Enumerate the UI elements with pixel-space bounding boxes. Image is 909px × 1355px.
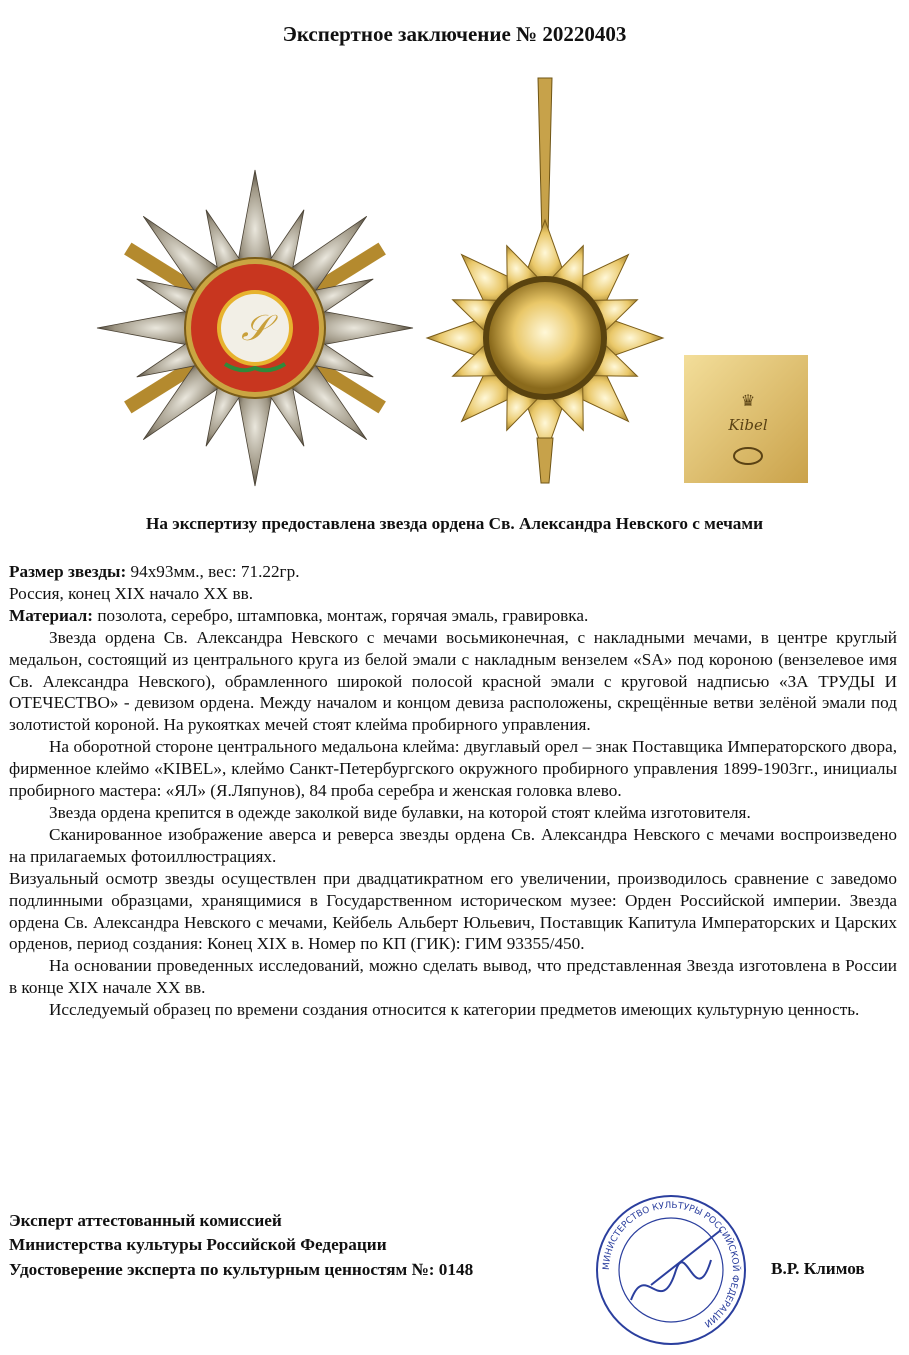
origin-line: Россия, конец XIX начало XX вв. xyxy=(9,583,254,603)
paragraph-description: Звезда ордена Св. Александра Невского с мечами восьмиконечная, с накладными мечами, в центре круглый медальон, состоящий из центрального круга из белой эмали с накладным вензелем «SA» под короною (вензелевое имя Св. Александра Невского), обрамленного широкой полосой красной эмали с круговой надписью «ЗА ТРУДЫ И ОТЕЧЕСТВО» - девизом ордена. Между началом и концом девиза расположены, скрещённые ветви зелёной эмали под золотистой короной. На рукоятках мечей стоят клейма пробирного управления. xyxy=(9,627,897,735)
credential-line-3: Удостоверение эксперта по культурным ценностям №: 0148 xyxy=(9,1259,474,1279)
document-title: Экспертное заключение № 20220403 xyxy=(282,22,627,46)
kibel-mark: Kibel xyxy=(728,416,768,434)
paragraph-inspection: Визуальный осмотр звезды осуществлен при двадцатикратном его увеличении, производилось сравнение с заведомо подлинными образцами, хранящимися в Государственном историческом музее: Орден Российской империи. Звезда ордена Св. Александра Невского с мечами, Кейбель Альберт Юльевич, Поставщик Капитула Императорских и Царских орденов, период создания: Конец XIX в. Номер по КП (ГИК): ГИМ 93355/450. xyxy=(9,868,897,954)
paragraph-reverse-marks: На оборотной стороне центрального медальона клейма: двуглавый орел – знак Поставщика Императорского двора, фирменное клеймо «KIBEL», клеймо Санкт-Петербургского окружного пробирного управления 1899-1903гг., инициалы пробирного мастера: «ЯЛ» (Я.Ляпунов), 84 проба серебра и женская головка влево. xyxy=(9,737,897,801)
pin-needle xyxy=(538,78,552,238)
expert-text xyxy=(9,561,897,1021)
paragraph-scans: Сканированное изображение аверса и реверса звезды ордена Св. Александра Невского с мечами воспроизведено на прилагаемых фотоиллюстрациях. xyxy=(9,824,897,866)
expert-name: В.Р. Климов xyxy=(771,1259,865,1278)
material-value: позолота, серебро, штамповка, монтаж, горячая эмаль, гравировка. xyxy=(93,605,589,625)
reverse-medallion xyxy=(489,282,601,394)
expert-credentials xyxy=(9,1209,609,1282)
sa-monogram: 𝒮 xyxy=(241,308,269,349)
material-label: Материал: xyxy=(9,605,94,625)
paragraph-conclusion: На основании проведенных исследований, можно сделать вывод, что представленная Звезда изготовлена в России в конце XIX начале XX вв. xyxy=(9,956,897,998)
photo-strip xyxy=(0,0,909,500)
size-label: Размер звезды: xyxy=(9,562,127,581)
obverse-star-photo xyxy=(97,170,413,486)
svg-text:♛: ♛ xyxy=(740,391,756,410)
size-line xyxy=(9,561,897,583)
svg-text:МИНИСТЕРСТВО КУЛЬТУРЫ РОССИЙСК: МИНИСТЕРСТВО КУЛЬТУРЫ РОССИЙСКОЙ ФЕДЕРАЦИИ xyxy=(601,1200,741,1329)
credential-line-2: Министерства культуры Российской Федерации xyxy=(9,1235,387,1255)
photo-caption: На экспертизу предоставлена звезда ордена Св. Александра Невского с мечами xyxy=(146,514,763,533)
official-stamp xyxy=(591,1190,751,1350)
paragraph-cultural-value: Исследуемый образец по времени создания относится к категории предметов имеющих культурную ценность. xyxy=(49,1000,860,1020)
reverse-star-photo xyxy=(427,78,663,483)
hallmark-closeup-photo xyxy=(684,355,808,483)
size-value: 94х93мм., вес: 71.22гр. xyxy=(126,562,300,581)
credential-line-1: Эксперт аттестованный комиссией xyxy=(9,1211,282,1230)
paragraph-fastening: Звезда ордена крепится в одежде заколкой виде булавки, на которой стоят клейма изготовителя. xyxy=(49,802,751,822)
material-line xyxy=(9,605,897,627)
signature-scribble xyxy=(631,1230,721,1300)
